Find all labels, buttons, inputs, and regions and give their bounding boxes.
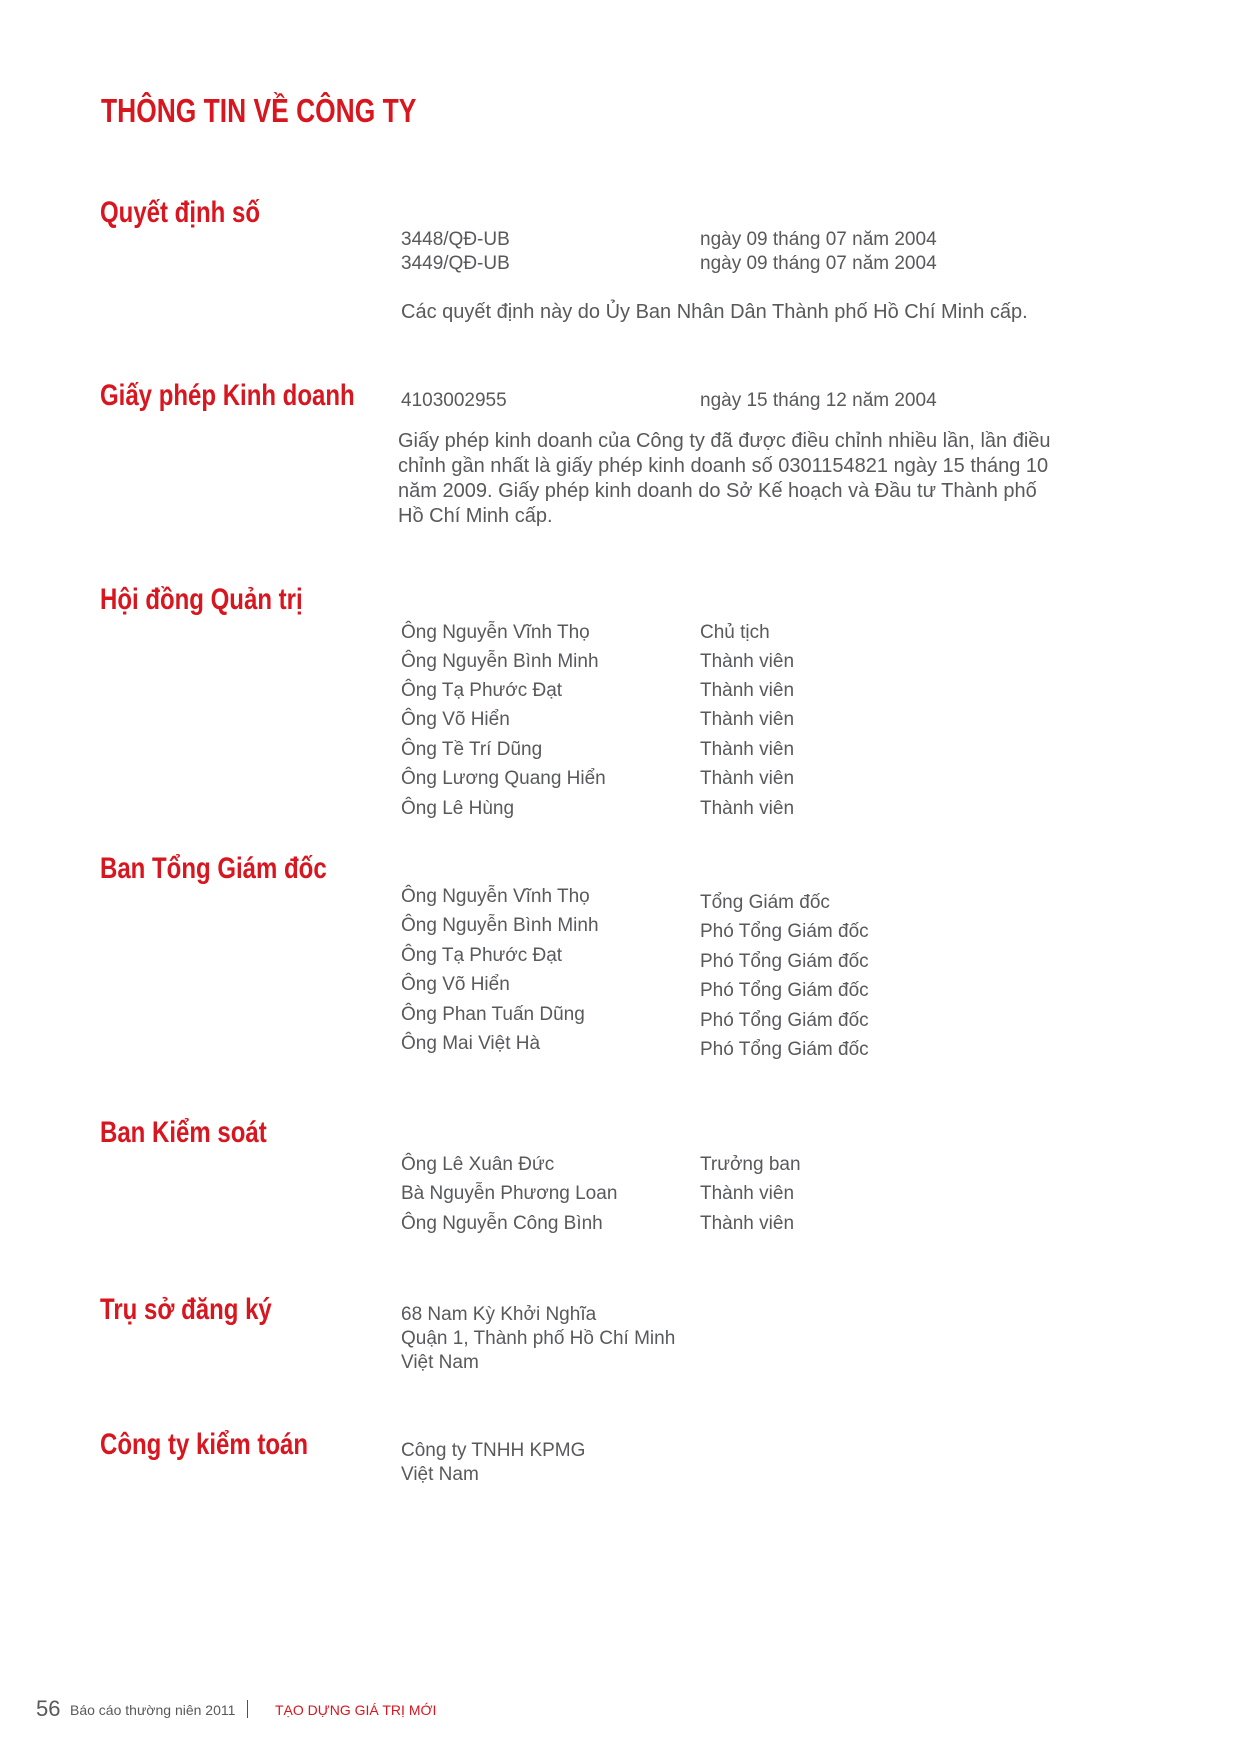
auditor-line: Công ty TNHH KPMG	[401, 1440, 586, 1461]
board-member-role: Thành viên	[700, 739, 795, 760]
management-member-name: Ông Tạ Phước Đạt	[401, 945, 563, 966]
license-description	[398, 429, 1051, 529]
supervisory-member-role: Thành viên	[700, 1213, 795, 1234]
decision-number: 3448/QĐ-UB	[401, 229, 510, 250]
management-member-role: Phó Tổng Giám đốc	[700, 980, 869, 1001]
auditor-heading: Công ty kiểm toán	[100, 1428, 309, 1461]
board-member-name: Ông Lương Quang Hiển	[401, 768, 606, 789]
supervisory-member-role: Thành viên	[700, 1183, 795, 1204]
office-address-line: Quận 1, Thành phố Hồ Chí Minh	[401, 1328, 676, 1349]
auditor-line: Việt Nam	[401, 1464, 479, 1485]
license-description-line: Giấy phép kinh doanh của Công ty đã được điều chỉnh nhiều lần, lần điều	[398, 430, 1051, 452]
management-member-role: Phó Tổng Giám đốc	[700, 951, 869, 972]
board-heading: Hội đồng Quản trị	[100, 583, 303, 616]
license-heading: Giấy phép Kinh doanh	[100, 379, 355, 412]
management-member-role: Tổng Giám đốc	[700, 892, 830, 913]
footer-divider	[247, 1700, 248, 1718]
management-member-role: Phó Tổng Giám đốc	[700, 1039, 869, 1060]
management-member-name: Ông Phan Tuấn Dũng	[401, 1004, 585, 1025]
decision-number: 3449/QĐ-UB	[401, 253, 510, 274]
board-member-role: Thành viên	[700, 768, 795, 789]
management-member-name: Ông Nguyễn Bình Minh	[401, 915, 599, 936]
license-date: ngày 15 tháng 12 năm 2004	[700, 390, 937, 411]
decision-note: Các quyết định này do Ủy Ban Nhân Dân Thành phố Hồ Chí Minh cấp.	[401, 301, 1028, 323]
board-member-name: Ông Võ Hiển	[401, 709, 510, 730]
board-member-name: Ông Tạ Phước Đạt	[401, 680, 563, 701]
board-member-role: Thành viên	[700, 651, 795, 672]
license-description-line: chỉnh gần nhất là giấy phép kinh doanh số 0301154821 ngày 15 tháng 10	[398, 455, 1049, 477]
board-member-role: Thành viên	[700, 709, 795, 730]
decision-date: ngày 09 tháng 07 năm 2004	[700, 229, 937, 250]
supervisory-member-name: Ông Lê Xuân Đức	[401, 1154, 555, 1175]
page-title: THÔNG TIN VỀ CÔNG TY	[101, 92, 417, 129]
management-member-name: Ông Võ Hiển	[401, 974, 510, 995]
board-member-name: Ông Lê Hùng	[401, 798, 515, 819]
supervisory-member-role: Trưởng ban	[700, 1154, 801, 1175]
board-member-name: Ông Tề Trí Dũng	[401, 739, 543, 760]
board-member-role: Thành viên	[700, 798, 795, 819]
license-description-line: năm 2009. Giấy phép kinh doanh do Sở Kế hoạch và Đầu tư Thành phố	[398, 480, 1037, 502]
page-number: 56	[36, 1696, 61, 1721]
board-member-name: Ông Nguyễn Bình Minh	[401, 651, 599, 672]
board-member-role: Thành viên	[700, 680, 795, 701]
supervisory-member-name: Bà Nguyễn Phương Loan	[401, 1183, 618, 1204]
license-number: 4103002955	[401, 390, 507, 411]
management-member-role: Phó Tổng Giám đốc	[700, 921, 869, 942]
supervisory-member-name: Ông Nguyễn Công Bình	[401, 1213, 603, 1234]
license-description-line: Hồ Chí Minh cấp.	[398, 505, 553, 527]
management-member-name: Ông Nguyễn Vĩnh Thọ	[401, 886, 590, 907]
management-member-name: Ông Mai Việt Hà	[401, 1033, 541, 1054]
footer-slogan: TẠO DỰNG GIÁ TRỊ MỚI	[275, 1702, 437, 1718]
decision-date: ngày 09 tháng 07 năm 2004	[700, 253, 937, 274]
report-name: Báo cáo thường niên 2011	[70, 1702, 236, 1718]
office-address-line: Việt Nam	[401, 1352, 479, 1373]
management-member-role: Phó Tổng Giám đốc	[700, 1010, 869, 1031]
board-member-role: Chủ tịch	[700, 622, 770, 643]
office-heading: Trụ sở đăng ký	[100, 1293, 272, 1326]
decision-heading: Quyết định số	[100, 196, 261, 229]
supervisory-heading: Ban Kiểm soát	[100, 1116, 267, 1149]
board-member-name: Ông Nguyễn Vĩnh Thọ	[401, 622, 590, 643]
management-heading: Ban Tổng Giám đốc	[100, 852, 327, 885]
office-address-line: 68 Nam Kỳ Khởi Nghĩa	[401, 1304, 597, 1325]
